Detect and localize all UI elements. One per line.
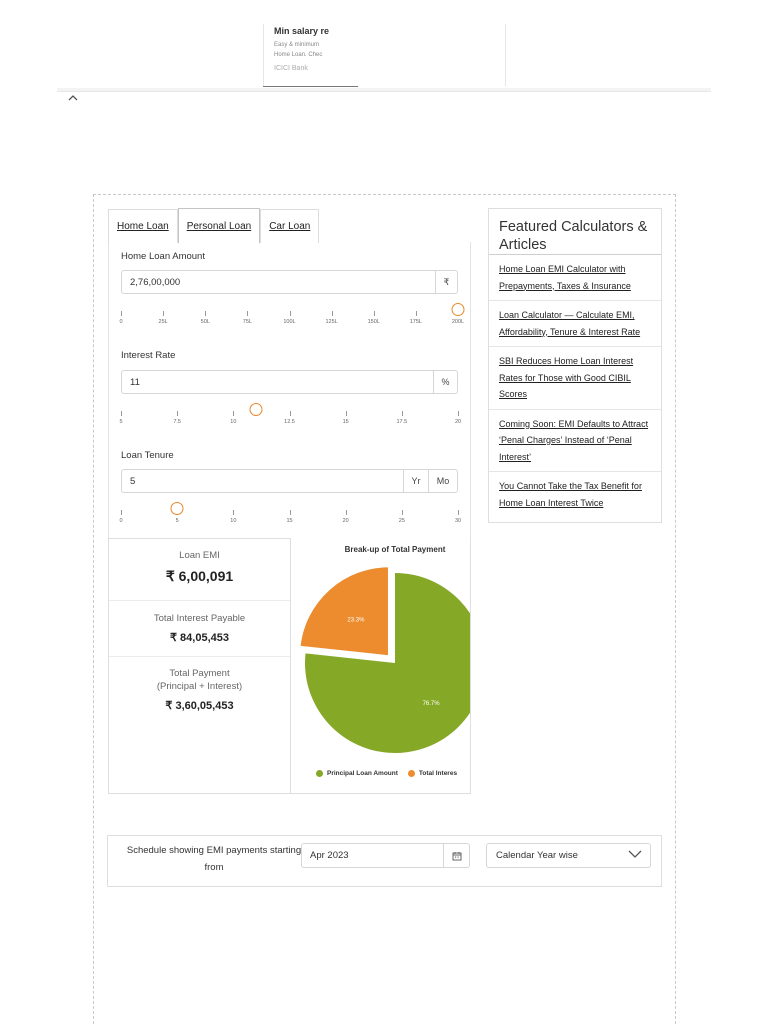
slider-tick bbox=[346, 510, 347, 515]
slider-tick bbox=[163, 311, 164, 316]
chevron-down-icon bbox=[628, 850, 642, 862]
tab-car-loan[interactable]: Car Loan bbox=[260, 209, 319, 243]
slider-tick-label: 100L bbox=[283, 319, 296, 325]
slider-tick-label: 0 bbox=[119, 518, 123, 524]
slider-tick-label: 12.5 bbox=[284, 419, 295, 425]
payment-breakup-chart bbox=[290, 538, 471, 794]
featured-article-link[interactable]: Loan Calculator — Calculate EMI, Affordability, Tenure & Interest Rate bbox=[489, 301, 661, 347]
slider-tick bbox=[121, 311, 122, 316]
slider-tick-label: 200L bbox=[451, 319, 465, 325]
slider-tick bbox=[290, 411, 291, 416]
slider-tick-label: 15 bbox=[342, 419, 349, 425]
interest-rate-value[interactable]: 11 bbox=[130, 376, 140, 388]
interest-rate-slider[interactable] bbox=[119, 411, 462, 433]
pie-label-interest: 23.3% bbox=[347, 617, 365, 624]
slider-tick bbox=[374, 311, 375, 316]
slider-tick bbox=[346, 411, 347, 416]
slider-tick bbox=[402, 510, 403, 515]
ad-card[interactable] bbox=[263, 24, 506, 86]
calculator-panel bbox=[108, 242, 471, 538]
emi-result bbox=[109, 539, 290, 601]
slider-tick bbox=[290, 510, 291, 515]
featured-article-link[interactable]: Coming Soon: EMI Defaults to Attract ‘Penal Charges’ Instead of ‘Penal Interest’ bbox=[489, 410, 661, 473]
chart-legend bbox=[316, 770, 457, 777]
slider-tick-label: 75L bbox=[242, 319, 252, 325]
interest-result bbox=[109, 601, 290, 657]
interest-label: Total Interest Payable bbox=[153, 613, 246, 624]
slider-tick-label: 10 bbox=[230, 419, 237, 425]
legend-dot bbox=[316, 770, 323, 777]
slider-tick bbox=[458, 510, 459, 515]
loan-tenure-label: Loan Tenure bbox=[121, 450, 174, 461]
ad-source: ICICI Bank bbox=[274, 65, 308, 72]
interest-value: ₹ 84,05,453 bbox=[170, 632, 229, 644]
loan-tenure-slider[interactable] bbox=[119, 510, 462, 532]
slider-tick bbox=[458, 411, 459, 416]
total-payment-value: ₹ 3,60,05,453 bbox=[165, 700, 234, 712]
interest-rate-field[interactable] bbox=[121, 370, 458, 394]
tenure-month-toggle[interactable]: Mo bbox=[428, 470, 457, 492]
schedule-view-value: Calendar Year wise bbox=[496, 850, 578, 861]
rupee-unit: ₹ bbox=[435, 271, 457, 293]
ad-description bbox=[274, 40, 360, 60]
slider-tick-label: 0 bbox=[119, 319, 123, 325]
pie-chart bbox=[290, 538, 471, 794]
slider-tick-label: 150L bbox=[367, 319, 380, 325]
slider-tick bbox=[205, 311, 206, 316]
total-payment-sublabel: (Principal + Interest) bbox=[156, 681, 243, 692]
tab-home-loan[interactable]: Home Loan bbox=[108, 209, 178, 243]
slider-tick-label: 50L bbox=[200, 319, 210, 325]
legend-label: Total Interes bbox=[418, 770, 458, 778]
slider-tick bbox=[121, 510, 122, 515]
calendar-icon[interactable] bbox=[443, 844, 469, 867]
slider-tick-label: 7.5 bbox=[173, 419, 181, 425]
ad-title: Min salary re bbox=[274, 26, 330, 36]
percent-unit: % bbox=[433, 371, 457, 393]
results-panel bbox=[108, 538, 291, 794]
featured-article-link[interactable]: SBI Reduces Home Loan Interest Rates for Those with Good CIBIL Scores bbox=[489, 347, 661, 410]
slider-tick bbox=[247, 311, 248, 316]
slider-thumb[interactable] bbox=[452, 303, 465, 316]
schedule-start-date-field[interactable] bbox=[301, 843, 470, 868]
slider-tick-label: 15 bbox=[286, 518, 293, 524]
total-payment-label: Total Payment bbox=[169, 668, 230, 679]
loan-amount-field[interactable] bbox=[121, 270, 458, 294]
schedule-label: Schedule showing EMI payments starting from bbox=[126, 845, 302, 873]
slider-tick-label: 20 bbox=[342, 518, 349, 524]
slider-tick bbox=[332, 311, 333, 316]
legend-item-principal[interactable] bbox=[316, 770, 398, 777]
ad-scrollbar[interactable] bbox=[57, 88, 711, 92]
slider-tick bbox=[290, 311, 291, 316]
chevron-up-icon[interactable] bbox=[68, 92, 78, 104]
slider-tick-label: 30 bbox=[454, 518, 462, 524]
legend-dot bbox=[408, 770, 415, 777]
loan-tenure-field[interactable] bbox=[121, 469, 458, 493]
slider-tick bbox=[177, 411, 178, 416]
slider-tick bbox=[416, 311, 417, 316]
ad-desc-line: Easy & minimum bbox=[274, 42, 320, 48]
emi-label: Loan EMI bbox=[179, 550, 220, 561]
interest-rate-label: Interest Rate bbox=[121, 350, 176, 361]
ad-text bbox=[274, 26, 360, 60]
pie-slice-interest[interactable] bbox=[299, 566, 388, 656]
slider-tick-label: 25L bbox=[158, 319, 168, 325]
loan-tenure-value[interactable]: 5 bbox=[130, 475, 136, 487]
emi-schedule-bar bbox=[107, 835, 662, 887]
chart-title: Break-up of Total Payment bbox=[344, 545, 446, 554]
featured-articles bbox=[488, 208, 662, 523]
featured-article-link[interactable]: Home Loan EMI Calculator with Prepayments, Taxes & Insurance bbox=[489, 255, 661, 301]
loan-amount-slider[interactable] bbox=[119, 311, 465, 333]
slider-tick-label: 5 bbox=[175, 518, 179, 524]
slider-tick-label: 17.5 bbox=[396, 419, 408, 425]
slider-thumb[interactable] bbox=[171, 502, 184, 515]
loan-amount-label: Home Loan Amount bbox=[121, 251, 205, 262]
slider-tick bbox=[121, 411, 122, 416]
slider-thumb[interactable] bbox=[249, 403, 262, 416]
slider-tick bbox=[233, 510, 234, 515]
loan-amount-value[interactable]: 2,76,00,000 bbox=[130, 276, 181, 288]
slider-tick-label: 175L bbox=[409, 319, 422, 325]
pie-label-principal: 76.7% bbox=[422, 701, 440, 708]
tenure-year-toggle[interactable]: Yr bbox=[403, 470, 428, 492]
slider-tick-label: 10 bbox=[230, 518, 237, 524]
emi-value: ₹ 6,00,091 bbox=[165, 568, 234, 584]
slider-tick-label: 25 bbox=[398, 518, 405, 524]
total-payment-result bbox=[109, 657, 290, 712]
ad-active-indicator bbox=[263, 86, 358, 87]
featured-article-link[interactable]: You Cannot Take the Tax Benefit for Home Loan Interest Twice bbox=[499, 481, 642, 508]
slider-tick-label: 20 bbox=[454, 419, 462, 425]
schedule-start-date-value[interactable]: Apr 2023 bbox=[310, 850, 349, 861]
slider-tick bbox=[402, 411, 403, 416]
legend-item-interest[interactable] bbox=[408, 770, 457, 777]
slider-tick-label: 125L bbox=[325, 319, 338, 325]
featured-title: Featured Calculators & Articles bbox=[489, 209, 661, 255]
slider-tick bbox=[233, 411, 234, 416]
ad-desc-line: Home Loan. Chec bbox=[274, 52, 323, 58]
tab-personal-loan[interactable]: Personal Loan bbox=[178, 208, 261, 243]
schedule-view-select[interactable] bbox=[486, 843, 651, 868]
legend-label: Principal Loan Amount bbox=[327, 770, 398, 778]
loan-type-tabs bbox=[108, 209, 319, 243]
slider-tick-label: 5 bbox=[119, 419, 123, 425]
